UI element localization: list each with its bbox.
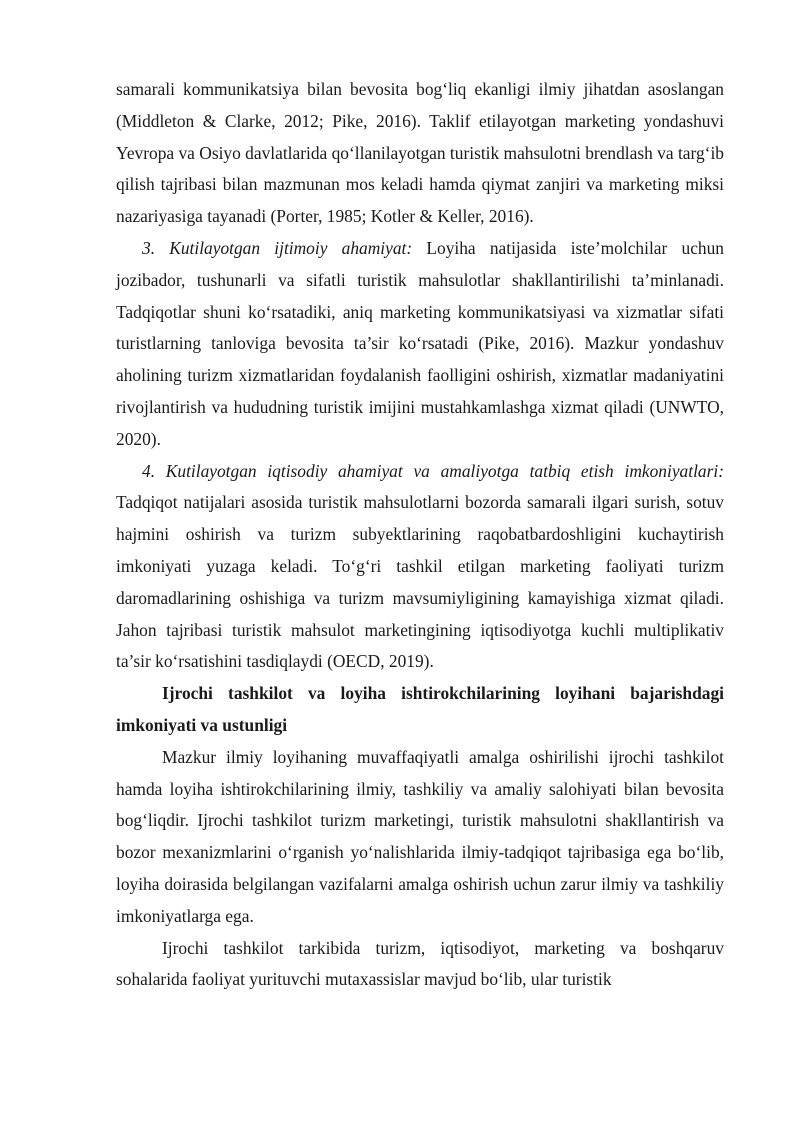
paragraph-project-capability: Mazkur ilmiy loyihaning muvaffaqiyatli amalga oshirilishi ijrochi tashkilot hamda loyiha ishtirokchilarining ilmiy, tashkiliy va amaliy salohiyati bilan bevosita bog‘liqdir. Ijrochi tashkilot turizm marketingi, turistik mahsulotni shakllantirish va bozor mexanizmlarini o‘rganish yo‘nalishlarida ilmiy-tadqiqot tajribasiga ega bo‘lib, loyiha doirasida belgilangan vazifalarni amalga oshirish uchun zarur ilmiy va tashkiliy imkoniyatlarga ega.	[116, 746, 724, 926]
economic-significance-body: Tadqiqot natijalari asosida turistik mahsulotlarni bozorda samarali ilgari surish, sotuv hajmini oshirish va turizm subyektlarining raqobatbardoshligini kuchaytirish imkoniyati yuzaga keladi. To‘g‘ri tashkil etilgan marketing faoliyati turizm daromadlarining oshishiga va turizm mavsumiyligining kamayishiga xizmat qiladi. Jahon tajribasi turistik mahsulot marketingining iqtisodiyotga kuchli multiplikativ ta’sir ko‘rsatishini tasdiqlaydi (OECD, 2019).	[116, 492, 724, 672]
paragraph-continuation: samarali kommunikatsiya bilan bevosita bog‘liq ekanligi ilmiy jihatdan asoslangan (Middleton & Clarke, 2012; Pike, 2016). Taklif etilayotgan marketing yondashuvi Yevropa va Osiyo davlatlarida qo‘llanilayotgan turistik mahsulotni brendlash va targ‘ib qilish tajribasi bilan mazmunan mos keladi hamda qiymat zanjiri va marketing miksi nazariyasiga tayanadi (Porter, 1985; Kotler & Keller, 2016).	[116, 79, 724, 227]
document-body	[116, 74, 724, 996]
paragraph-economic-significance	[116, 456, 724, 679]
social-significance-body: Loyiha natijasida iste’molchilar uchun jozibador, tushunarli va sifatli turistik mahsulotlar shakllantirilishi ta’minlanadi. Tadqiqotlar shuni ko‘rsatadiki, aniq marketing kommunikatsiyasi va xizmatlar sifati turistlarning tanloviga bevosita ta’sir ko‘rsatadi (Pike, 2016). Mazkur yondashuv aholining turizm xizmatlaridan foydalanish faolligini oshirish, xizmatlar madaniyatini rivojlantirish va hududning turistik imijini mustahkamlashga xizmat qiladi (UNWTO, 2020).	[116, 237, 724, 449]
section-heading: Ijrochi tashkilot va loyiha ishtirokchilarining loyihani bajarishdagi imkoniyati va ustunligi	[116, 683, 724, 735]
paragraph-social-significance	[116, 233, 724, 456]
economic-significance-lead: 4. Kutilayotgan iqtisodiy ahamiyat va amaliyotga tatbiq etish imkoniyatlari:	[142, 460, 724, 481]
social-significance-lead: 3. Kutilayotgan ijtimoiy ahamiyat:	[142, 237, 413, 258]
paragraph-organization-staff: Ijrochi tashkilot tarkibida turizm, iqtisodiyot, marketing va boshqaruv sohalarida faoliyat yurituvchi mutaxassislar mavjud bo‘lib, ular turistik	[116, 937, 724, 990]
